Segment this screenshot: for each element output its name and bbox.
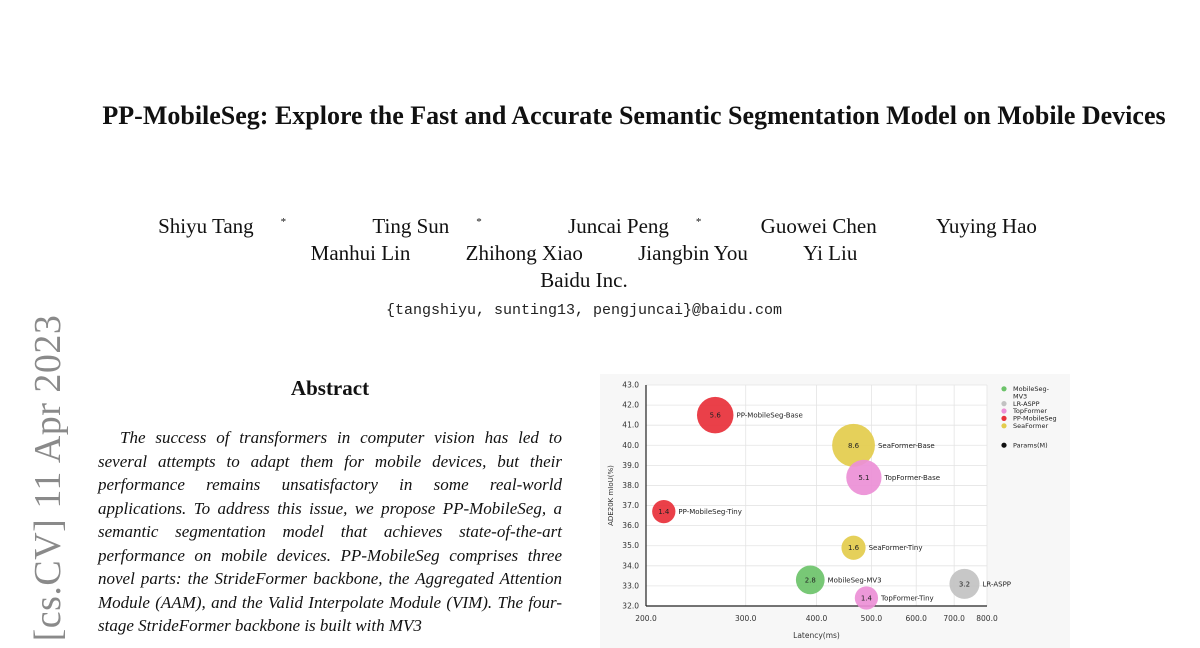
x-tick-label: 700.0 [943, 614, 965, 623]
y-tick-label: 36.0 [622, 521, 639, 531]
legend-label: LR-ASPP [1013, 399, 1040, 408]
y-tick-label: 41.0 [622, 420, 639, 430]
legend-marker [1001, 408, 1006, 413]
legend-label: MV3 [1013, 392, 1028, 401]
author: Shiyu Tang * [158, 214, 287, 238]
legend-label: MobileSeg- [1013, 385, 1049, 393]
legend-marker [1001, 386, 1006, 391]
paper-title: PP-MobileSeg: Explore the Fast and Accurate Semantic Segmentation Model on Mobile Devices [102, 101, 1166, 130]
legend-label: SeaFormer [1013, 422, 1049, 430]
point-name-label: LR-ASPP [982, 580, 1012, 589]
author: Guowei Chen [760, 214, 877, 238]
point-name-label: MobileSeg-MV3 [827, 576, 882, 585]
legend-marker [1001, 416, 1006, 421]
x-tick-label: 800.0 [976, 614, 998, 623]
x-tick-label: 400.0 [805, 614, 828, 623]
affiliation: Baidu Inc. [540, 268, 628, 292]
author: Zhihong Xiao [465, 241, 583, 265]
author-emails: {tangshiyu, sunting13, pengjuncai}@baidu.com [385, 302, 783, 319]
abstract-text: The success of transformers in computer vision has led to several attempts to adapt them for mobile devices, but their performance remains unsatisfactory in some real-world applications. To address this issue, we propose PP-MobileSeg, a semantic segmentation model that achieves state-of-the-art performance on mobile devices. PP-MobileSeg comprises three novel parts: the StrideFormer backbone, the Aggregated Attention Module (AAM), and the Valid Interpolate Module (VIM). The four-stage StrideFormer backbone is built with MV3 [98, 428, 562, 635]
abstract-heading: Abstract [290, 376, 370, 400]
y-axis-label: ADE20K mIoU(%) [607, 465, 615, 526]
y-tick-label: 38.0 [622, 480, 639, 490]
author: Ting Sun * [372, 214, 482, 238]
legend-marker [1001, 423, 1006, 428]
arxiv-identifier-stamp: [cs.CV] 11 Apr 2023 [27, 314, 69, 642]
point-params-label: 1.4 [860, 594, 872, 603]
x-tick-label: 600.0 [905, 614, 927, 623]
x-axis-label: Latency(ms) [793, 631, 840, 640]
point-name-label: SeaFormer-Tiny [868, 544, 923, 553]
point-name-label: PP-MobileSeg-Base [736, 411, 803, 420]
point-name-label: PP-MobileSeg-Tiny [678, 508, 742, 517]
abstract-body [98, 426, 562, 638]
point-params-label: 2.8 [804, 576, 816, 585]
latency-vs-miou-chart [600, 374, 1070, 648]
author: Manhui Lin [310, 241, 411, 265]
author: Yuying Hao [936, 214, 1037, 238]
legend-marker [1001, 401, 1006, 406]
point-name-label: TopFormer-Base [884, 473, 941, 482]
author: Yi Liu [803, 241, 858, 265]
y-tick-label: 32.0 [622, 601, 639, 611]
y-tick-label: 34.0 [622, 561, 639, 571]
y-tick-label: 43.0 [622, 380, 639, 390]
point-params-label: 3.2 [958, 580, 971, 589]
point-params-label: 8.6 [847, 441, 860, 450]
y-tick-label: 39.0 [622, 460, 639, 470]
legend-label: TopFormer [1013, 407, 1048, 416]
author: Jiangbin You [638, 241, 748, 265]
point-params-label: 1.4 [658, 508, 670, 517]
y-tick-label: 37.0 [622, 501, 639, 511]
y-tick-label: 35.0 [622, 541, 639, 551]
point-params-label: 5.1 [858, 473, 870, 482]
y-tick-label: 40.0 [622, 440, 639, 450]
legend-size-marker [1001, 443, 1006, 448]
x-tick-label: 200.0 [635, 614, 657, 623]
legend-size-label: Params(M) [1013, 441, 1048, 450]
y-tick-label: 42.0 [622, 400, 639, 410]
x-tick-label: 500.0 [860, 614, 883, 623]
point-name-label: SeaFormer-Base [877, 441, 935, 450]
legend-label: PP-MobileSeg [1013, 414, 1057, 423]
point-params-label: 1.6 [847, 544, 860, 553]
author: Juncai Peng * [568, 214, 702, 238]
author-row-2 [0, 241, 1168, 266]
author-row-1 [0, 214, 1168, 239]
point-params-label: 5.6 [709, 411, 721, 420]
x-tick-label: 300.0 [734, 614, 757, 623]
y-tick-label: 33.0 [622, 581, 639, 591]
point-name-label: TopFormer-Tiny [881, 594, 934, 603]
